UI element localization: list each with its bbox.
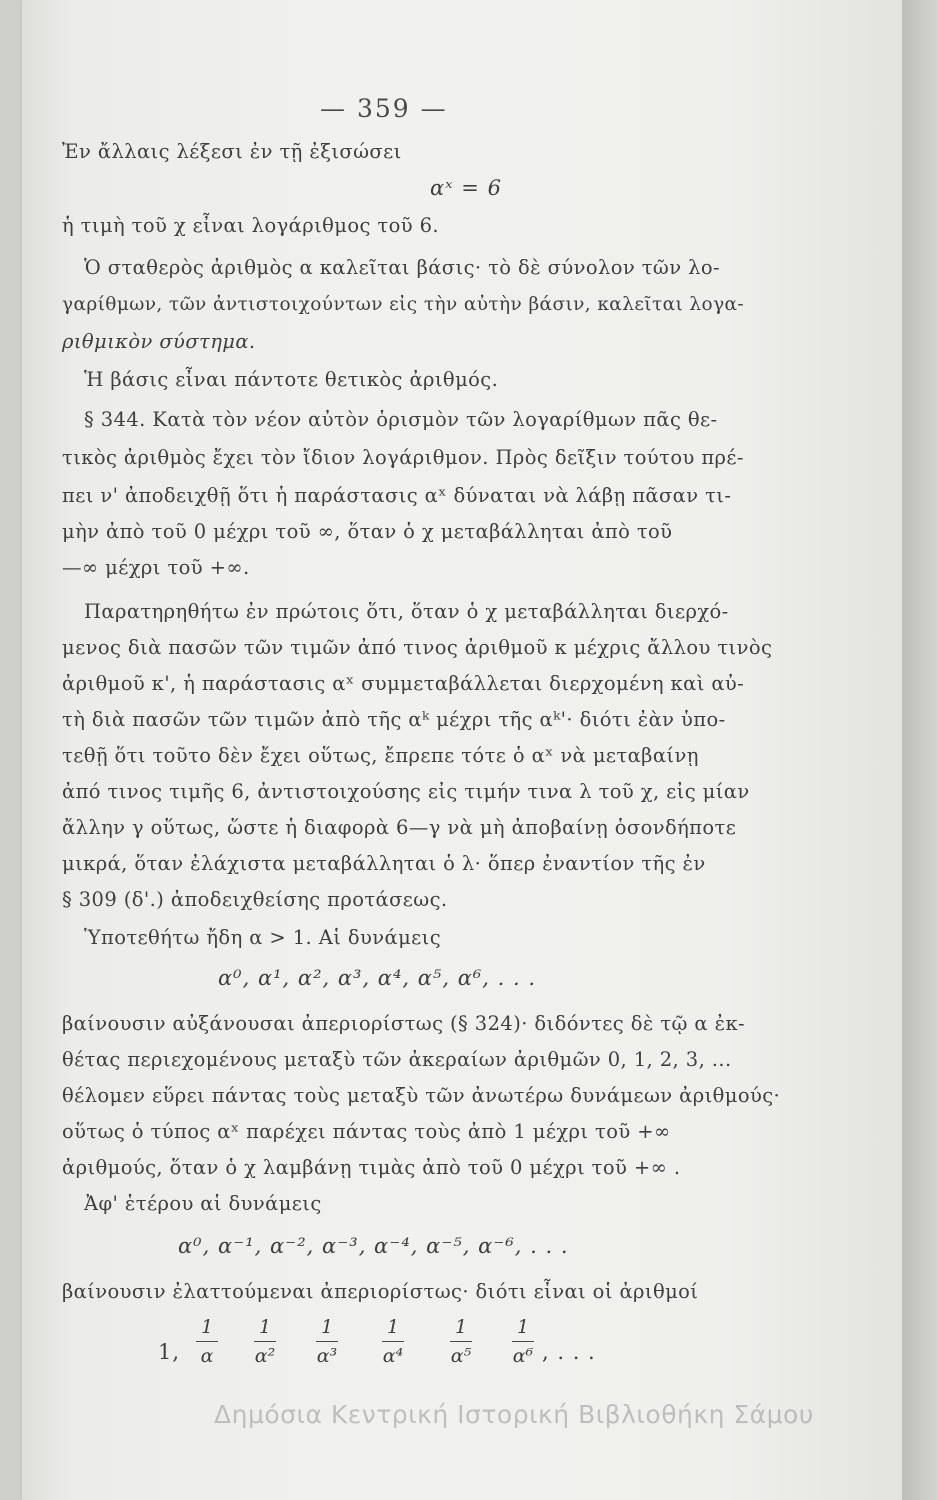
fraction-3-numerator: 1	[320, 1316, 334, 1338]
text-line-14: ἀριθμοῦ κ', ἡ παράστασις αˣ συμμεταβάλλεται διερχομένη καὶ αὐ-	[62, 672, 745, 695]
fraction-lead: 1,	[158, 1340, 181, 1364]
fraction-2-bar	[254, 1341, 276, 1342]
text-line-20: § 309 (δ'.) ἀποδειχθείσης προτάσεως.	[62, 888, 448, 911]
text-line-2: ἡ τιμὴ τοῦ χ εἶναι λογάριθμος τοῦ 6.	[62, 214, 439, 237]
fraction-3-bar	[316, 1341, 338, 1342]
fraction-1-denominator: α	[200, 1345, 214, 1367]
text-line-22: βαίνουσιν αὐξάνουσαι ἀπεριορίστως (§ 324)· διδόντες δὲ τῷ α ἐκ-	[62, 1012, 746, 1035]
text-line-12: Παρατηρηθήτω ἐν πρώτοις ὅτι, ὅταν ὁ χ μεταβάλληται διερχό-	[84, 600, 729, 623]
fraction-1	[196, 1316, 218, 1367]
text-line-9: πει ν' ἀποδειχθῇ ὅτι ἡ παράστασις αˣ δύναται νὰ λάβῃ πᾶσαν τι-	[62, 484, 732, 507]
text-line-10: μὴν ἀπὸ τοῦ 0 μέχρι τοῦ ∞, ὅταν ὁ χ μεταβάλληται ἀπὸ τοῦ	[62, 520, 673, 543]
fraction-tail: , . . .	[542, 1340, 596, 1364]
fraction-5-bar	[450, 1341, 472, 1342]
fraction-6-bar	[512, 1341, 534, 1342]
fraction-3-denominator: α³	[316, 1345, 338, 1367]
text-line-15: τὴ διὰ πασῶν τῶν τιμῶν ἀπὸ τῆς αᵏ μέχρι τῆς αᵏ'· διότι ἐὰν ὑπο-	[62, 708, 726, 731]
fraction-3	[316, 1316, 338, 1367]
text-line-4: γαρίθμων, τῶν ἀντιστοιχούντων εἰς τὴν αὐτὴν βάσιν, καλεῖται λογα-	[62, 294, 745, 315]
text-line-23: θέτας περιεχομένους μεταξὺ τῶν ἀκεραίων ἀριθμῶν 0, 1, 2, 3, ...	[62, 1048, 732, 1071]
page-number: — 359 —	[320, 94, 448, 123]
fraction-6-denominator: α⁶	[512, 1345, 534, 1367]
fraction-4-numerator: 1	[386, 1316, 400, 1338]
equation-1: αˣ = 6	[430, 176, 502, 200]
fraction-2	[254, 1316, 276, 1367]
text-line-7: § 344. Κατὰ τὸν νέον αὐτὸν ὁρισμὸν τῶν λογαρίθμων πᾶς θε-	[84, 408, 718, 431]
fraction-6-numerator: 1	[516, 1316, 530, 1338]
text-line-25: οὕτως ὁ τύπος αˣ παρέχει πάντας τοὺς ἀπὸ 1 μέχρι τοῦ +∞	[62, 1120, 671, 1143]
fraction-4-denominator: α⁴	[382, 1345, 404, 1367]
text-line-28: βαίνουσιν ἐλαττούμεναι ἀπεριορίστως· διότι εἶναι οἱ ἀριθμοί	[62, 1280, 699, 1303]
text-line-1: Ἐν ἄλλαις λέξεσι ἐν τῇ ἐξισώσει	[62, 140, 402, 163]
text-line-5: ριθμικὸν σύστημα.	[62, 330, 256, 353]
text-line-6: Ἡ βάσις εἶναι πάντοτε θετικὸς ἀριθμός.	[84, 368, 499, 391]
library-watermark: Δημόσια Κεντρική Ιστορική Βιβλιοθήκη Σάμου	[214, 1400, 814, 1429]
equation-3: α⁰, α⁻¹, α⁻², α⁻³, α⁻⁴, α⁻⁵, α⁻⁶, . . .	[178, 1234, 569, 1258]
text-line-13: μενος διὰ πασῶν τῶν τιμῶν ἀπό τινος ἀριθμοῦ κ μέχρις ἄλλου τινὸς	[62, 636, 773, 659]
text-line-24: θέλομεν εὕρει πάντας τοὺς μεταξὺ τῶν ἀνωτέρω δυνάμεων ἀριθμούς·	[62, 1084, 781, 1107]
fraction-4	[382, 1316, 404, 1367]
fraction-4-bar	[382, 1341, 404, 1342]
fraction-5	[450, 1316, 472, 1367]
equation-2: α⁰, α¹, α², α³, α⁴, α⁵, α⁶, . . .	[218, 966, 537, 990]
text-line-17: ἀπό τινος τιμῆς 6, ἀντιστοιχούσης εἰς τιμήν τινα λ τοῦ χ, εἰς μίαν	[62, 780, 750, 803]
fraction-5-numerator: 1	[454, 1316, 468, 1338]
text-line-3: Ὁ σταθερὸς ἀριθμὸς α καλεῖται βάσις· τὸ δὲ σύνολον τῶν λο-	[84, 256, 720, 279]
fraction-2-numerator: 1	[258, 1316, 272, 1338]
fraction-6	[512, 1316, 534, 1367]
text-line-21: Ὑποτεθήτω ἤδη α > 1. Αἱ δυνάμεις	[84, 926, 442, 949]
binding-strip	[902, 0, 938, 1500]
fraction-1-numerator: 1	[200, 1316, 214, 1338]
fraction-2-denominator: α²	[254, 1345, 276, 1367]
text-line-18: ἄλλην γ οὕτως, ὥστε ἡ διαφορὰ 6—γ νὰ μὴ ἀποβαίνῃ ὁσονδήποτε	[62, 816, 737, 839]
text-line-8: τικὸς ἀριθμὸς ἔχει τὸν ἴδιον λογάριθμον. Πρὸς δεῖξιν τούτου πρέ-	[62, 446, 744, 469]
text-line-11: —∞ μέχρι τοῦ +∞.	[62, 556, 250, 579]
fraction-1-bar	[196, 1341, 218, 1342]
text-line-16: τεθῇ ὅτι τοῦτο δὲν ἔχει οὕτως, ἔπρεπε τότε ὁ αˣ νὰ μεταβαίνῃ	[62, 744, 699, 767]
fraction-5-denominator: α⁵	[450, 1345, 472, 1367]
text-line-26: ἀριθμούς, ὅταν ὁ χ λαμβάνῃ τιμὰς ἀπὸ τοῦ 0 μέχρι τοῦ +∞ .	[62, 1156, 681, 1179]
text-line-19: μικρά, ὅταν ἐλάχιστα μεταβάλληται ὁ λ· ὅπερ ἐναντίον τῆς ἐν	[62, 852, 706, 875]
text-line-27: Ἀφ' ἑτέρου αἱ δυνάμεις	[84, 1192, 322, 1215]
